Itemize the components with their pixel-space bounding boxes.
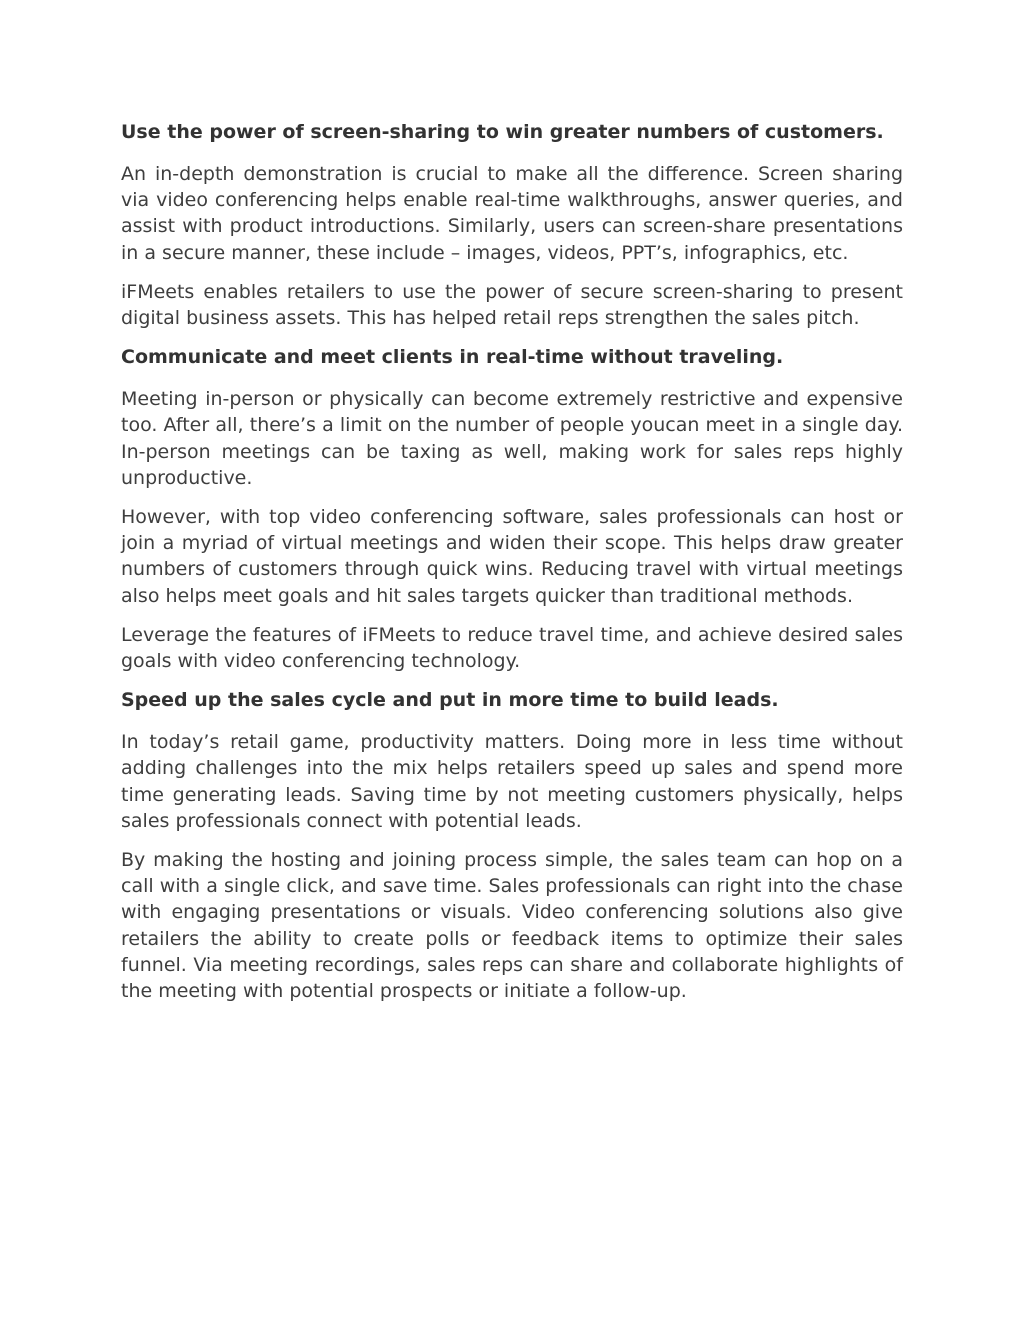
paragraph: An in-depth demonstration is crucial to make all the difference. Screen sharing via video conferencing helps enable real-time walkthroughs, answer queries, and assist with product introductions. Similarly, users can screen-share presentations in a secure manner, these include – images, videos, PPT’s, infographics, etc. xyxy=(121,163,903,264)
section-speed-up-sales xyxy=(121,687,903,1004)
paragraph: By making the hosting and joining process simple, the sales team can hop on a call with a single click, and save time. Sales professionals can right into the chase with engaging presentations or visuals. Video conferencing solutions also give retailers the ability to create polls or feedback items to optimize their sales funnel. Via meeting recordings, sales reps can share and collaborate highlights of the meeting with potential prospects or initiate a follow-up. xyxy=(121,849,903,1003)
paragraph: Meeting in-person or physically can become extremely restrictive and expensive too. After all, there’s a limit on the number of people youcan meet in a single day. In-person meetings can be taxing as well, making work for sales reps highly unproductive. xyxy=(121,388,903,489)
section-communicate-real-time xyxy=(121,344,903,674)
document-page xyxy=(121,119,903,1017)
paragraph: Leverage the features of iFMeets to reduce travel time, and achieve desired sales goals with video conferencing technology. xyxy=(121,623,903,673)
section-heading: Use the power of screen-sharing to win greater numbers of customers. xyxy=(121,121,884,143)
section-heading: Speed up the sales cycle and put in more time to build leads. xyxy=(121,689,779,712)
section-screen-sharing xyxy=(121,119,903,331)
paragraph: iFMeets enables retailers to use the power of secure screen-sharing to present digital business assets. This has helped retail reps strengthen the sales pitch. xyxy=(121,280,903,330)
section-heading: Communicate and meet clients in real-time without traveling. xyxy=(121,346,784,369)
paragraph: In today’s retail game, productivity matters. Doing more in less time without adding challenges into the mix helps retailers speed up sales and spend more time generating leads. Saving time by not meeting customers physically, helps sales professionals connect with potential leads. xyxy=(121,731,903,832)
paragraph: However, with top video conferencing software, sales professionals can host or join a myriad of virtual meetings and widen their scope. This helps draw greater numbers of customers through quick wins. Reducing travel with virtual meetings also helps meet goals and hit sales targets quicker than traditional methods. xyxy=(121,506,903,607)
